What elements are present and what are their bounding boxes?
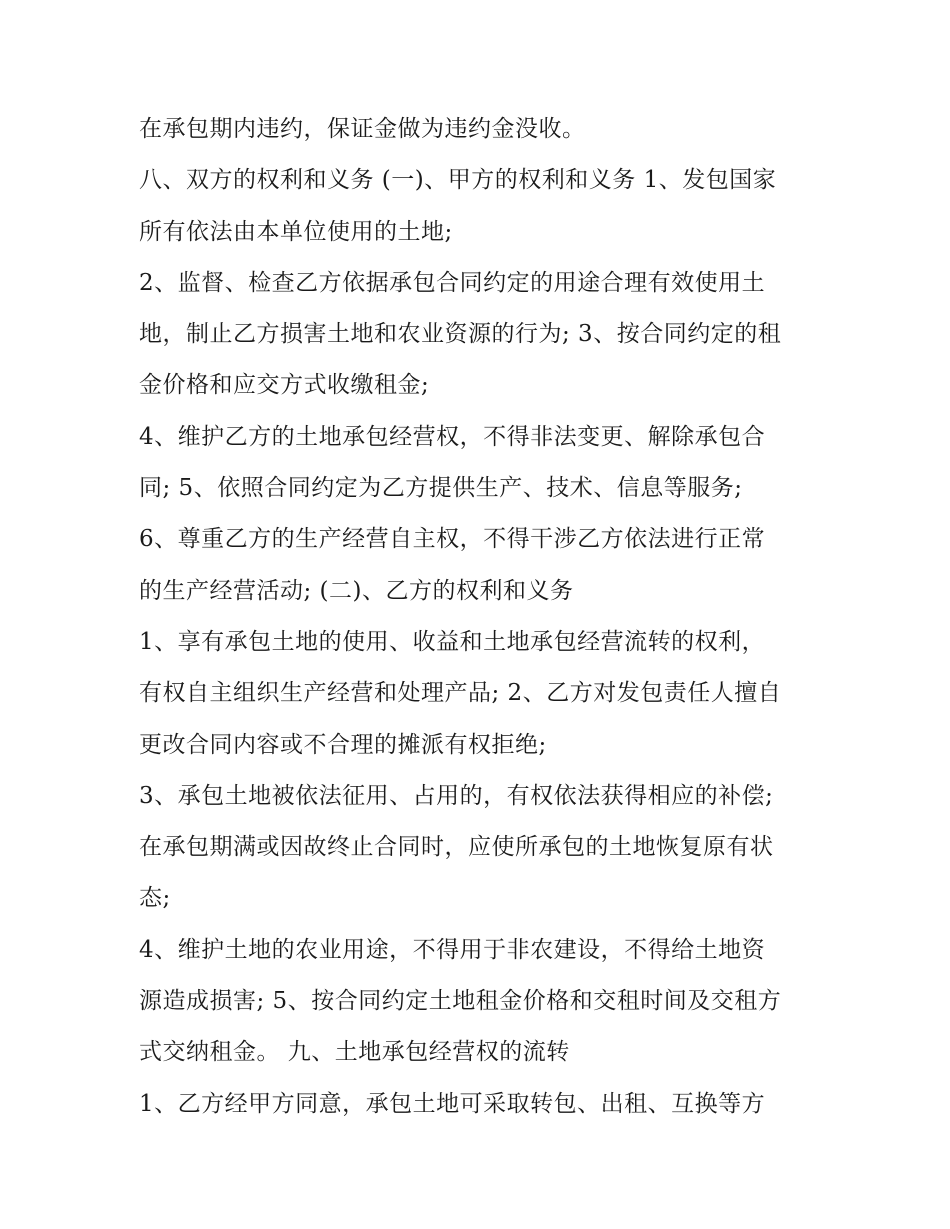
text-line: 有权自主组织生产经营和处理产品; 2、乙方对发包责任人擅自 [139,680,782,707]
text-line: 式交纳租金。 九、土地承包经营权的流转 [139,1039,570,1066]
text-line: 1、乙方经甲方同意，承包土地可采取转包、出租、互换等方 [139,1090,766,1117]
text-line: 4、维护土地的农业用途，不得用于非农建设，不得给土地资 [139,936,766,963]
text-line: 3、承包土地被依法征用、占用的，有权依法获得相应的补偿; [139,782,774,809]
text-line: 2、监督、检查乙方依据承包合同约定的用途合理有效使用土 [139,269,766,296]
text-line: 6、尊重乙方的生产经营自主权，不得干涉乙方依法进行正常 [139,526,766,553]
text-line: 1、享有承包土地的使用、收益和土地承包经营流转的权利， [139,628,766,655]
text-line: 源造成损害; 5、按合同约定土地租金价格和交租时间及交租方 [139,988,782,1015]
text-line: 更改合同内容或不合理的摊派有权拒绝; [139,731,547,758]
text-line: 地，制止乙方损害土地和农业资源的行为; 3、按合同约定的租 [139,321,782,348]
text-line: 同; 5、依照合同约定为乙方提供生产、技术、信息等服务; [139,475,743,502]
text-line: 态; [139,885,171,912]
text-line: 在承包期满或因故终止合同时，应使所承包的土地恢复原有状 [139,834,774,861]
text-line: 4、维护乙方的土地承包经营权，不得非法变更、解除承包合 [139,423,766,450]
document-body [139,104,819,1130]
text-line: 八、双方的权利和义务 (一)、甲方的权利和义务 1、发包国家 [139,167,777,194]
text-line: 在承包期内违约，保证金做为违约金没收。 [139,116,586,142]
text-line: 金价格和应交方式收缴租金; [139,372,430,399]
text-line: 的生产经营活动; (二)、乙方的权利和义务 [139,577,574,604]
text-line: 所有依法由本单位使用的土地; [139,218,453,245]
